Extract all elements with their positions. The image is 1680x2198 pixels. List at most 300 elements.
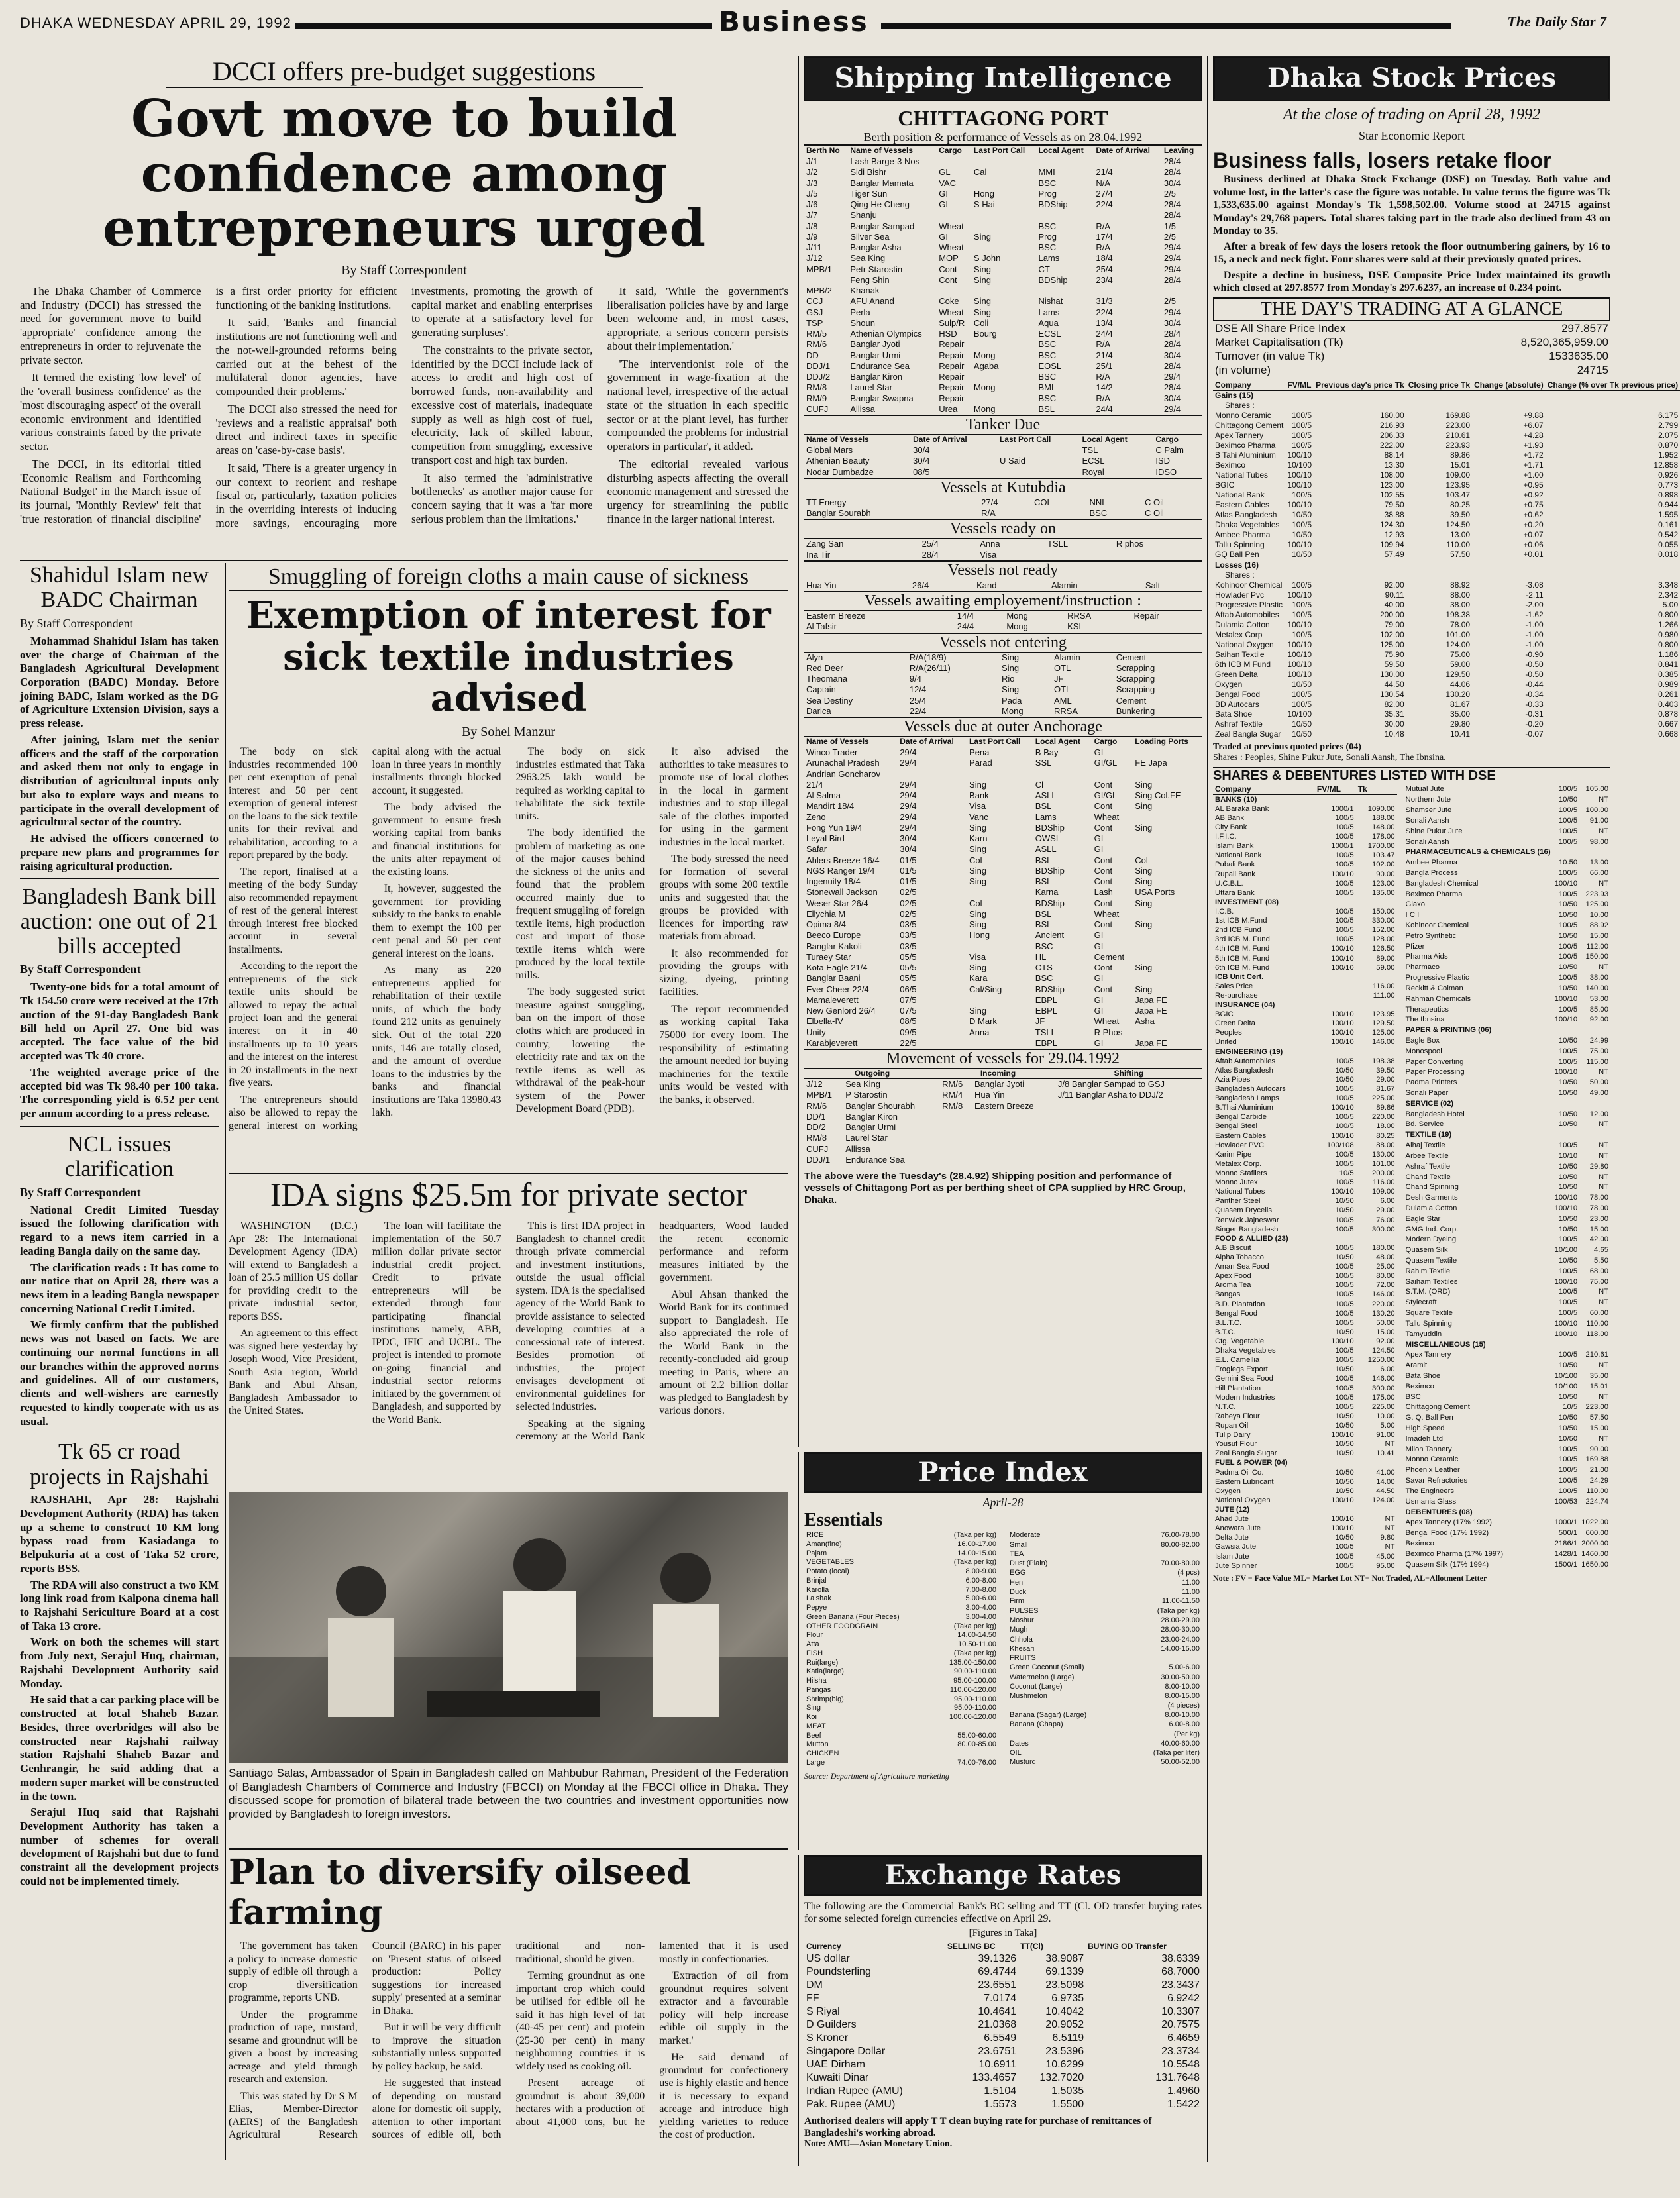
deb-row bbox=[1404, 1004, 1610, 1015]
deb-cell bbox=[1315, 991, 1356, 1000]
deb-cell: NT bbox=[1598, 1392, 1608, 1401]
oilseed-body bbox=[229, 1940, 788, 2198]
deb-cell: 78.00 bbox=[1589, 1194, 1608, 1202]
deb-cell: 112.00 bbox=[1586, 942, 1608, 951]
stock-note: Note : FV = Face Value ML= Market Lot NT= Not Traded, AL=Allotment Letter bbox=[1213, 1573, 1487, 1583]
price-cell: 80.00-82.00 bbox=[1161, 1540, 1200, 1549]
price-row bbox=[804, 1713, 998, 1722]
gain-cell: 0.055 bbox=[1658, 539, 1679, 549]
outer-cell: 05/5 bbox=[900, 973, 917, 984]
berth-cell: Sulp/R bbox=[939, 317, 965, 328]
exchange-cell: 132.7020 bbox=[1039, 2072, 1084, 2084]
gain-cell: 160.00 bbox=[1380, 410, 1404, 420]
deb-row bbox=[1213, 1234, 1397, 1243]
deb-row bbox=[1213, 1103, 1397, 1112]
deb-cell: Sonali Aansh bbox=[1405, 837, 1449, 846]
gain-cell: 223.93 bbox=[1445, 440, 1471, 450]
deb-cell: 135.00 bbox=[1371, 888, 1395, 897]
berth-cell: MMI bbox=[1038, 167, 1055, 178]
stock-para: After a break of few days the losers retook the floor outnumbering gainers, by 16 to 15, a neck and neck fight. Four shares were sold at their previously quoted prices. bbox=[1213, 240, 1610, 266]
ready-cell: Zang San bbox=[806, 539, 844, 549]
berth-cell bbox=[1094, 286, 1162, 296]
exchange-cell: 10.6299 bbox=[1045, 2059, 1084, 2071]
deb-cell: 105.00 bbox=[1585, 785, 1608, 794]
loss-cell: 0.800 bbox=[1658, 639, 1679, 649]
deb-cell: Atlas Bangladesh bbox=[1215, 1066, 1273, 1074]
outer-row bbox=[804, 909, 1202, 919]
glance-row bbox=[1213, 363, 1610, 377]
loss-cell: 35.31 bbox=[1384, 709, 1404, 719]
gain-row bbox=[1213, 530, 1680, 540]
deb-cell bbox=[1315, 1505, 1356, 1514]
deb-row bbox=[1404, 1077, 1610, 1088]
deb-cell: BANKS (10) bbox=[1215, 795, 1257, 804]
price-cell: 8.00-10.00 bbox=[1165, 1710, 1200, 1719]
outer-cell: BDShip bbox=[1035, 865, 1065, 876]
outer-cell: Cont bbox=[1094, 963, 1113, 972]
outer-cell: Karabjeverett bbox=[806, 1037, 858, 1048]
deb-row bbox=[1404, 1255, 1610, 1266]
deb-row bbox=[1213, 1402, 1397, 1412]
deb-cell: Mutual Jute bbox=[1405, 785, 1444, 794]
berth-col: Name of Vessels bbox=[848, 146, 937, 156]
main-story bbox=[20, 56, 788, 559]
outer-row bbox=[804, 941, 1202, 952]
outer-cell: 29/4 bbox=[900, 811, 917, 822]
loss-cell: 10/50 bbox=[1292, 729, 1312, 739]
loss-cell: 130.54 bbox=[1380, 689, 1404, 699]
deb-row bbox=[1404, 857, 1610, 868]
deb-cell: 100/5 bbox=[1558, 1288, 1578, 1296]
price-cell: 5.00-6.00 bbox=[965, 1595, 996, 1603]
deb-cell: 210.61 bbox=[1585, 1351, 1608, 1359]
price-cell: Dates bbox=[1010, 1739, 1029, 1748]
berth-row bbox=[804, 232, 1202, 242]
exchange-cell: 1.5104 bbox=[984, 2085, 1017, 2097]
outer-row bbox=[804, 780, 1202, 790]
loss-cell: -3.08 bbox=[1525, 580, 1544, 590]
loss-cell: 82.00 bbox=[1384, 699, 1404, 709]
price-row bbox=[804, 1531, 998, 1540]
deb-cell: Bengal Steel bbox=[1215, 1122, 1258, 1131]
outer-cell: BSL bbox=[1035, 801, 1052, 811]
deb-cell: 100/5 bbox=[1558, 921, 1578, 930]
deb-cell bbox=[1579, 1129, 1610, 1140]
deb-cell: AB Bank bbox=[1215, 813, 1244, 822]
deb-cell: 100/10 bbox=[1331, 1496, 1354, 1504]
exchange-section bbox=[798, 1855, 1202, 2166]
deb-cell: Apex Tannery bbox=[1405, 1351, 1451, 1359]
outer-cell: 29/4 bbox=[900, 822, 917, 833]
deb-cell: Hill Plantation bbox=[1215, 1384, 1261, 1392]
deb-cell: 15.00 bbox=[1589, 931, 1608, 940]
deb-row bbox=[1213, 888, 1397, 898]
price-title: Essentials bbox=[804, 1510, 883, 1530]
price-cell bbox=[1008, 1701, 1127, 1710]
price-cell: Dust (Plain) bbox=[1010, 1559, 1048, 1568]
berth-cell: Wheat bbox=[939, 242, 964, 252]
price-cell: EGG bbox=[1010, 1569, 1026, 1577]
berth-cell: Tiger Sun bbox=[850, 188, 888, 199]
loss-cell: -1.62 bbox=[1525, 609, 1544, 619]
notentering-table bbox=[804, 653, 1202, 717]
gain-cell: Apex Tannery bbox=[1215, 430, 1264, 440]
deb-cell: NT bbox=[1598, 963, 1608, 972]
movement-cell bbox=[1056, 1144, 1202, 1155]
berth-cell: Wheat bbox=[939, 221, 964, 231]
outer-cell: SSL bbox=[1035, 758, 1052, 768]
outer-row bbox=[804, 758, 1202, 768]
deb-row bbox=[1213, 982, 1397, 991]
deb-cell: Modern Industries bbox=[1215, 1393, 1275, 1402]
deb-cell: 10/50 bbox=[1558, 1120, 1578, 1129]
berth-cell: 28/4 bbox=[1163, 339, 1181, 350]
exchange-row bbox=[804, 2032, 1202, 2045]
glance-title: THE DAY'S TRADING AT A GLANCE bbox=[1213, 297, 1610, 321]
price-row bbox=[1008, 1588, 1202, 1597]
deb-cell: NT bbox=[1598, 1151, 1608, 1160]
deb-cell: Singer Bangladesh bbox=[1215, 1225, 1279, 1233]
kutubdia-cell: Banglar Sourabh bbox=[806, 508, 871, 518]
deb-cell: 1st ICB M.Fund bbox=[1215, 917, 1267, 925]
deb-cell: 111.00 bbox=[1373, 991, 1395, 1000]
deb-cell: Modern Dyeing bbox=[1405, 1235, 1457, 1244]
exchange-cell: Poundsterling bbox=[806, 1966, 871, 1978]
price-cell: (Taka per kg) bbox=[953, 1531, 996, 1539]
outer-cell: BSL bbox=[1035, 855, 1052, 865]
price-cell: Lalshak bbox=[806, 1595, 831, 1603]
price-row bbox=[804, 1740, 998, 1750]
shipping-note: The above were the Tuesday's (28.4.92) Shipping position and performance of vessels of Chittagong Port as per berthing sheet of CPA supplied by HRC Group, Dhaka. bbox=[804, 1171, 1186, 1206]
main-kicker: DCCI offers pre-budget suggestions bbox=[166, 56, 643, 88]
deb-cell: 123.00 bbox=[1371, 879, 1395, 888]
outer-cell: Sing bbox=[1135, 801, 1153, 811]
deb-cell: 10/50 bbox=[1558, 1434, 1578, 1443]
deb-cell bbox=[1356, 1234, 1397, 1243]
deb-cell bbox=[1356, 898, 1397, 907]
deb-row bbox=[1404, 1192, 1610, 1203]
outer-cell bbox=[1133, 1027, 1202, 1038]
movement-cell: J/8 Banglar Sampad to GSJ bbox=[1057, 1079, 1165, 1089]
deb-cell: DEBENTURES (08) bbox=[1405, 1508, 1473, 1516]
deb-cell: 10/100 bbox=[1554, 1382, 1578, 1390]
deb-cell: 116.00 bbox=[1372, 1178, 1395, 1187]
deb-row bbox=[1404, 1235, 1610, 1245]
tanker-table bbox=[804, 435, 1202, 478]
exchange-cell: 23.3734 bbox=[1161, 2046, 1200, 2058]
deb-row bbox=[1213, 1384, 1397, 1393]
berth-cell: R/A bbox=[1096, 221, 1111, 231]
deb-cell: 10/50 bbox=[1558, 1414, 1578, 1422]
berth-col: Last Port Call bbox=[972, 146, 1037, 156]
price-cell: (Taka per kg) bbox=[953, 1558, 996, 1567]
deb-cell: Rupan Oil bbox=[1215, 1421, 1249, 1430]
gain-cell: +0.20 bbox=[1523, 519, 1544, 529]
movement-row bbox=[804, 1112, 1202, 1122]
outer-col: Local Agent bbox=[1033, 737, 1092, 747]
price-row bbox=[1008, 1758, 1202, 1767]
outer-cell: Col bbox=[969, 855, 982, 865]
deb-cell: 88.92 bbox=[1589, 921, 1608, 930]
deb-row bbox=[1213, 1439, 1397, 1449]
price-cell: Musturd bbox=[1010, 1758, 1036, 1767]
ida-headline: IDA signs $25.5m for private sector bbox=[270, 1176, 747, 1213]
deb-cell: Therapeutics bbox=[1405, 1005, 1449, 1014]
oilseed-para: 'Extraction of oil from groundnut requires solvent extractor and a favourable policy will help increase edible oil supply in the market.' bbox=[659, 1970, 788, 2046]
berth-cell: 29/4 bbox=[1163, 242, 1181, 252]
deb-row bbox=[1213, 1037, 1397, 1047]
outer-cell: GI bbox=[1094, 1037, 1104, 1048]
outer-cell: OWSL bbox=[1035, 833, 1061, 843]
loss-row bbox=[1213, 600, 1680, 610]
deb-cell: Quasem Drycells bbox=[1215, 1206, 1273, 1215]
berth-cell: J/3 bbox=[806, 178, 818, 188]
notentering-row bbox=[804, 684, 1202, 695]
outer-cell: 21/4 bbox=[806, 779, 823, 790]
ncl-para: We firmly confirm that the published news was not based on facts. We are continuing our normal functions in all our branches within the approved norms and guidelines. All of our customers, clients and well-wishers are earnestly requested to kindly cooperate with us as usual. bbox=[20, 1318, 219, 1428]
deb-cell: 66.00 bbox=[1589, 868, 1608, 877]
deb-cell: 103.47 bbox=[1371, 851, 1395, 860]
outer-cell: BSL bbox=[1035, 908, 1052, 919]
outer-cell: 02/5 bbox=[900, 898, 917, 908]
notentering-cell: Sing bbox=[1002, 652, 1020, 662]
deb-cell: 100/10 bbox=[1331, 1337, 1354, 1345]
deb-cell: Rabeya Flour bbox=[1215, 1412, 1260, 1420]
kutubdia-cell: C Oil bbox=[1145, 508, 1164, 518]
price-cell: 3.00-4.00 bbox=[965, 1604, 996, 1612]
deb-cell: United bbox=[1215, 1038, 1237, 1047]
price-cell: Khesari bbox=[1010, 1644, 1035, 1653]
price-row bbox=[1008, 1540, 1202, 1549]
gain-cell: 169.88 bbox=[1445, 410, 1471, 420]
outer-cell: Sing bbox=[969, 844, 987, 855]
loss-cell: 0.989 bbox=[1658, 679, 1679, 689]
price-row bbox=[804, 1540, 998, 1549]
loss-cell: 100/5 bbox=[1292, 580, 1312, 590]
movement-row bbox=[804, 1133, 1202, 1143]
deb-cell bbox=[1553, 847, 1580, 858]
berth-row bbox=[804, 199, 1202, 210]
deb-cell: 57.50 bbox=[1589, 1414, 1608, 1422]
outer-cell: Cont bbox=[1094, 876, 1113, 886]
movement-col: Incoming bbox=[940, 1069, 1056, 1079]
deb-cell: 10/50 bbox=[1335, 1449, 1354, 1458]
outer-row bbox=[804, 790, 1202, 801]
price-cell bbox=[1127, 1654, 1202, 1663]
loss-cell: 29.80 bbox=[1450, 719, 1471, 729]
price-cell: Aman(fine) bbox=[806, 1540, 842, 1548]
deb-cell: ENGINEERING (19) bbox=[1215, 1047, 1283, 1056]
price-row bbox=[804, 1659, 998, 1668]
deb-cell: 100.00 bbox=[1585, 806, 1608, 815]
loss-cell: 100/5 bbox=[1292, 629, 1312, 639]
news-photo bbox=[229, 1492, 788, 1763]
berth-col: Cargo bbox=[937, 146, 972, 156]
deb-cell: 118.00 bbox=[1586, 1330, 1608, 1338]
outer-cell: New Genlord 26/4 bbox=[806, 1006, 876, 1016]
exchange-cell: 23.6551 bbox=[978, 1979, 1017, 1991]
badc-headline: Shahidul Islam new BADC Chairman bbox=[29, 563, 209, 613]
loss-cell: 1.266 bbox=[1658, 619, 1679, 629]
gain-cell: 100/10 bbox=[1287, 499, 1312, 509]
deb-cell: 150.00 bbox=[1585, 953, 1608, 961]
berth-cell: BSC bbox=[1038, 393, 1057, 403]
kutubdia-cell: COL bbox=[1034, 497, 1052, 507]
price-row bbox=[1008, 1730, 1202, 1739]
outer-col: Loading Ports bbox=[1133, 737, 1202, 747]
berth-cell: BDShip bbox=[1038, 274, 1068, 285]
loss-cell: Aftab Automobiles bbox=[1215, 609, 1279, 619]
notentering-cell: Rio bbox=[1002, 674, 1015, 684]
deb-cell bbox=[1579, 847, 1610, 858]
loss-cell: 38.00 bbox=[1450, 600, 1471, 609]
deb-cell: I C I bbox=[1405, 911, 1420, 919]
awaiting-cell: Eastern Breeze bbox=[806, 611, 866, 621]
deb-cell bbox=[1356, 972, 1397, 982]
deb-cell: 98.00 bbox=[1589, 837, 1608, 846]
deb-cell: 100/10 bbox=[1331, 963, 1354, 972]
berth-cell: Nishat bbox=[1038, 296, 1063, 307]
berth-col: Berth No bbox=[804, 146, 848, 156]
exchange-cell: D Guilders bbox=[806, 2019, 857, 2031]
deb-cell: National Tubes bbox=[1215, 1188, 1265, 1196]
deb-row bbox=[1404, 1465, 1610, 1475]
berth-cell: 28/4 bbox=[1163, 329, 1181, 339]
price-row bbox=[1008, 1569, 1202, 1578]
exchange-cell: 69.1339 bbox=[1045, 1966, 1084, 1978]
price-cell: 95.00-110.00 bbox=[953, 1695, 996, 1703]
price-cell: Pajam bbox=[806, 1549, 827, 1557]
deb-cell: 169.88 bbox=[1585, 1455, 1608, 1464]
outer-cell: Lash bbox=[1094, 887, 1113, 898]
deb-cell: Shamser Jute bbox=[1405, 806, 1452, 815]
deb-cell bbox=[1315, 972, 1356, 982]
deb-cell: Bengal Food bbox=[1215, 1309, 1258, 1318]
deb-cell: 10/50 bbox=[1335, 1440, 1354, 1449]
outer-cell: 07/5 bbox=[900, 994, 917, 1005]
deb-cell: 100/5 bbox=[1335, 813, 1354, 822]
deb-cell: Beximco bbox=[1405, 1382, 1434, 1390]
gain-cell: +0.92 bbox=[1523, 490, 1544, 499]
oilseed-para: He suggested that instead of depending on mustard alone for domestic oil supply, attention to other important sources of edible oil, both traditional and non-traditional, should be given. bbox=[372, 1940, 645, 2141]
outer-cell: 08/5 bbox=[900, 1016, 917, 1027]
deb-cell: 92.00 bbox=[1376, 1337, 1395, 1345]
notentering-cell: Scrapping bbox=[1116, 684, 1155, 695]
deb-row bbox=[1213, 1028, 1397, 1037]
exchange-cell: 6.9242 bbox=[1167, 1993, 1200, 2005]
deb-cell: INSURANCE (04) bbox=[1215, 1001, 1275, 1010]
deb-cell: 600.00 bbox=[1585, 1529, 1608, 1538]
deb-row bbox=[1213, 1122, 1397, 1131]
deb-row bbox=[1404, 1486, 1610, 1496]
berth-cell: Prog bbox=[1038, 231, 1057, 242]
deb-cell: U.C.B.L. bbox=[1215, 879, 1243, 888]
ncl-body bbox=[20, 1204, 219, 1429]
loss-cell: Green Delta bbox=[1215, 669, 1258, 679]
berth-row bbox=[804, 210, 1202, 221]
deb-row bbox=[1213, 1346, 1397, 1355]
deb-row bbox=[1213, 1047, 1397, 1057]
deb-cell: Paper Processing bbox=[1405, 1068, 1465, 1076]
berth-cell: GI bbox=[939, 188, 948, 199]
deb-row bbox=[1404, 794, 1610, 805]
gain-cell: 1.952 bbox=[1658, 450, 1679, 460]
exchange-cell: 131.7648 bbox=[1155, 2072, 1200, 2084]
gain-cell: 0.926 bbox=[1658, 470, 1679, 480]
gain-row bbox=[1213, 510, 1680, 520]
gain-cell: Dhaka Vegetables bbox=[1215, 519, 1280, 529]
gain-cell: Atlas Bangladesh bbox=[1215, 509, 1277, 519]
loss-cell: 100/5 bbox=[1292, 689, 1312, 699]
price-cell: Atta bbox=[806, 1640, 819, 1648]
deb-row bbox=[1404, 1549, 1610, 1559]
rajshahi-body bbox=[20, 1493, 219, 1889]
deb-row bbox=[1404, 1098, 1610, 1109]
deb-cell: 42.00 bbox=[1589, 1235, 1608, 1244]
deb-cell: Bangas bbox=[1215, 1290, 1241, 1299]
deb-cell: Tallu Spinning bbox=[1405, 1319, 1452, 1328]
movement-row bbox=[804, 1079, 1202, 1090]
deb-cell: B.T.C. bbox=[1215, 1328, 1235, 1336]
stock-para: Business declined at Dhaka Stock Exchange (DSE) on Tuesday. Both value and volume lost, in the latter's case the figure was notable. In value terms the figure was Tk 1,533,635.00 against Monday's Tk 1,598,502.00. Volume stood at 24715 against Monday's 29,768 papers. Total shares taking part in the trade also declined from 43 on Monday to 35. bbox=[1213, 174, 1610, 237]
notentering-cell: 9/4 bbox=[909, 674, 921, 684]
notready-cell: Hua Yin bbox=[806, 580, 837, 590]
deb-row bbox=[1404, 805, 1610, 815]
movement-cell: RM/4 bbox=[942, 1090, 963, 1100]
deb-cell: Peoples bbox=[1215, 1029, 1242, 1037]
gain-cell: GQ Ball Pen bbox=[1215, 549, 1259, 559]
loss-cell: 92.00 bbox=[1384, 580, 1404, 590]
outer-cell bbox=[1133, 844, 1202, 855]
berth-cell: BSC bbox=[1038, 242, 1057, 252]
price-cell: 28.00-30.00 bbox=[1161, 1626, 1200, 1634]
losses-title: Losses (16) bbox=[1213, 560, 1680, 570]
berth-cell: RM/9 bbox=[806, 393, 827, 403]
berth-cell: Repair bbox=[939, 350, 965, 360]
deb-cell: 100/5 bbox=[1335, 1150, 1354, 1159]
deb-row bbox=[1213, 1159, 1397, 1169]
loss-row bbox=[1213, 729, 1680, 739]
price-cell: FRUITS bbox=[1010, 1654, 1036, 1663]
deb-cell: 124.00 bbox=[1371, 1496, 1395, 1504]
deb-row bbox=[1213, 1262, 1397, 1271]
price-cell: 100.00-120.00 bbox=[949, 1713, 996, 1721]
deb-cell: 124.50 bbox=[1371, 1347, 1395, 1355]
rajshahi-para: The RDA will also construct a two KM long link road from Kalpona cinema hall to Rajshahi Sericulture Board at a cost of Taka 13 crore. bbox=[20, 1578, 219, 1632]
price-row bbox=[1008, 1550, 1202, 1559]
loss-cell: 30.00 bbox=[1384, 719, 1404, 729]
deb-cell: 224.74 bbox=[1585, 1497, 1608, 1506]
outer-col: Last Port Call bbox=[967, 737, 1033, 747]
awaiting-cell: 24/4 bbox=[957, 621, 974, 632]
rajshahi-para: Work on both the schemes will start from July next, Serajul Huq, chairman, Rajshahi Development Authority said Monday. bbox=[20, 1636, 219, 1690]
exchange-row bbox=[804, 2045, 1202, 2058]
deb-row bbox=[1404, 1088, 1610, 1098]
main-para: It said, 'There is a greater urgency in our context to reorient and reshape fiscal or, particularly, taxation policies in the overriding interests of inducing more savings, encouraging more investments, promoting the growth of capital market and enabling enterprises to operate at a satisfactory level for generating surpluses'. bbox=[215, 285, 593, 529]
loss-cell: 10/100 bbox=[1287, 709, 1312, 719]
berth-cell: 24/4 bbox=[1096, 403, 1113, 414]
outer-cell: CTS bbox=[1035, 963, 1053, 972]
deb-cell: 100/5 bbox=[1335, 1281, 1354, 1290]
gain-row bbox=[1213, 550, 1680, 560]
deb-cell: I.C.B. bbox=[1215, 907, 1234, 916]
textile-rule bbox=[229, 1173, 788, 1174]
deb-cell: A.B Biscuit bbox=[1215, 1243, 1251, 1252]
deb-cell: Tulip Dairy bbox=[1215, 1431, 1251, 1439]
exchange-col: SELLING BC bbox=[945, 1942, 1018, 1952]
gain-cell: 108.00 bbox=[1380, 470, 1404, 480]
berth-cell: 28/4 bbox=[1163, 167, 1181, 178]
